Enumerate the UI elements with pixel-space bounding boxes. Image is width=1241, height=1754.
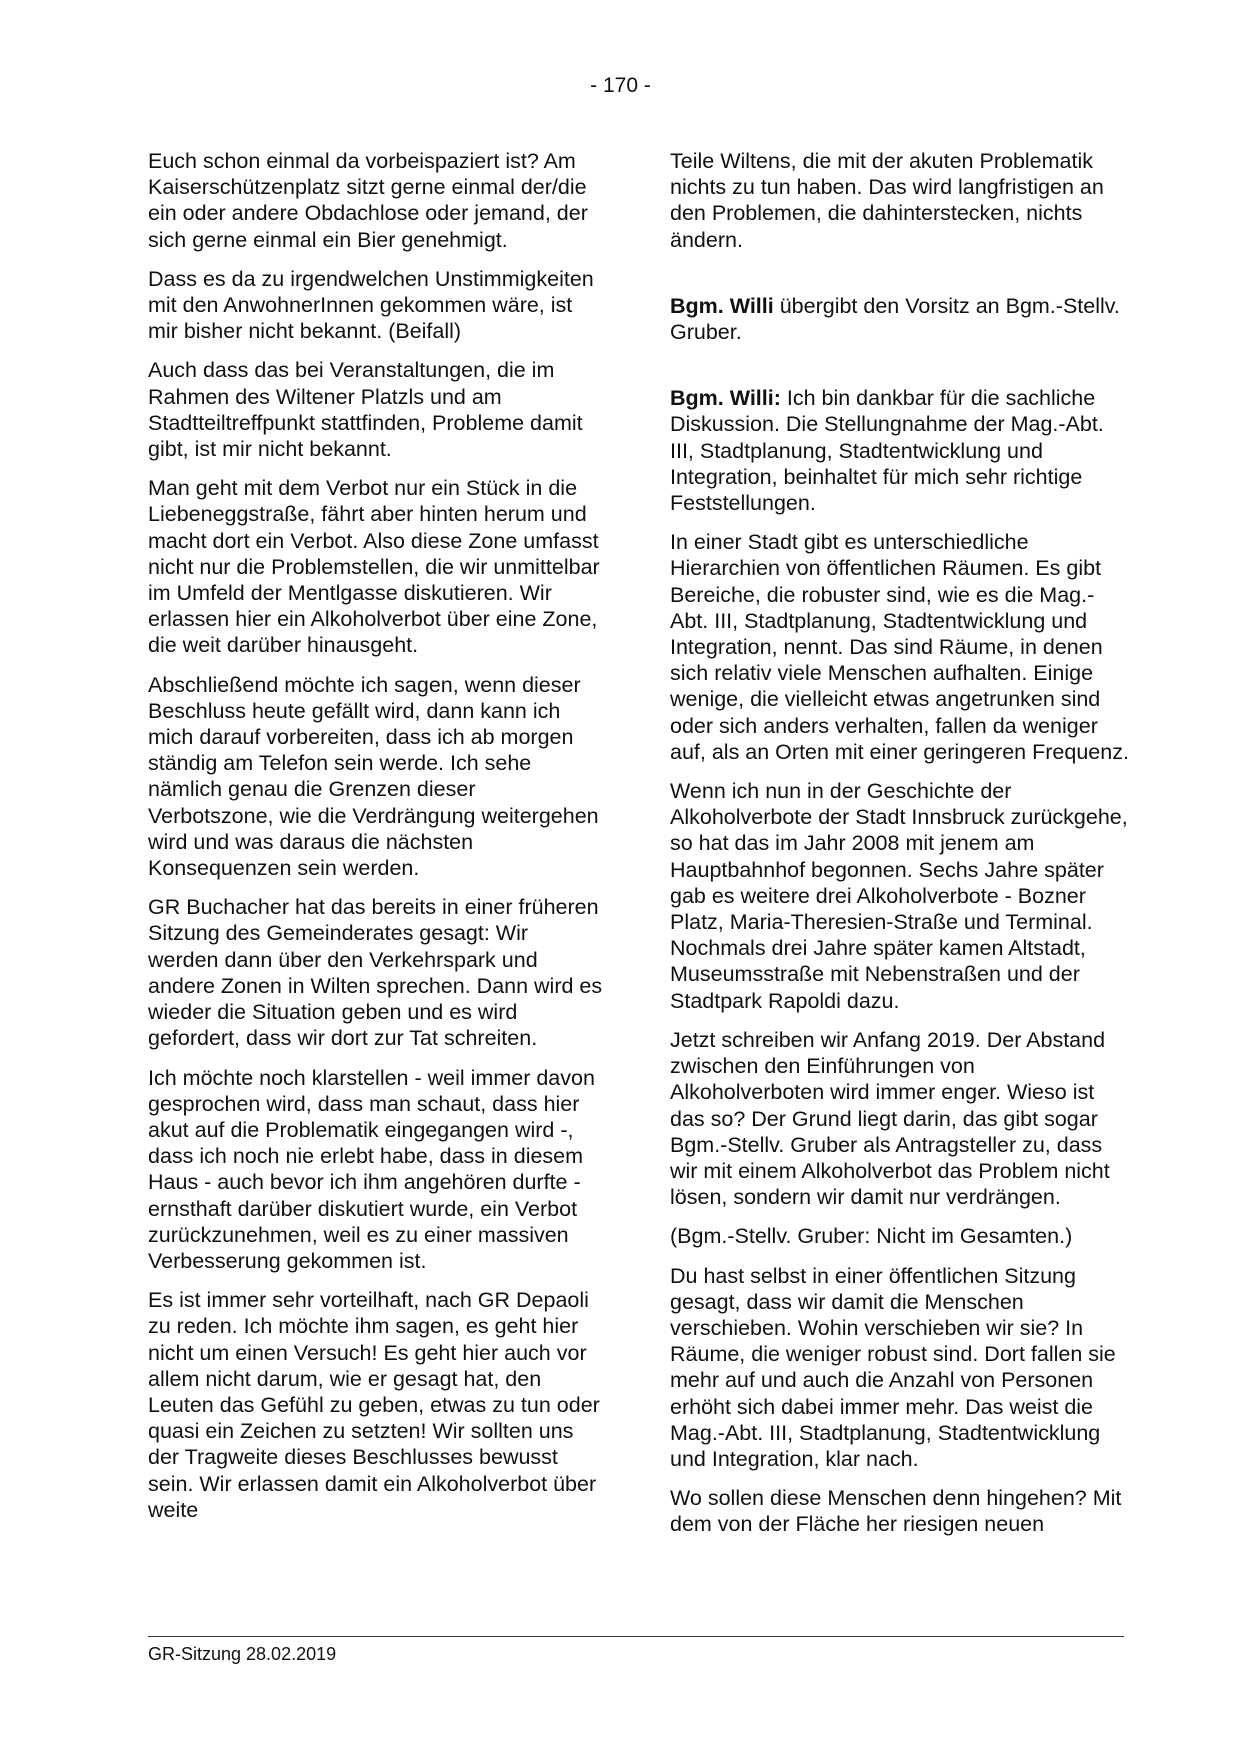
paragraph: Wenn ich nun in der Geschichte der Alkoholverbote der Stadt Innsbruck zurückgehe, so hat das im Jahr 2008 mit jenem am Hauptbahnhof begonnen. Sechs Jahre später gab es weitere drei Alkoholverbote - Bozner Platz, Maria-Theresien-Straße und Terminal. Nochmals drei Jahre später kamen Altstadt, Museumsstraße mit Nebenstraßen und der Stadtpark Rapoldi dazu. [670,779,1128,1013]
paragraph: Jetzt schreiben wir Anfang 2019. Der Abstand zwischen den Einführungen von Alkoholverboten wird immer enger. Wieso ist das so? Der Grund liegt darin, das gibt sogar Bgm.-Stellv. Gruber als Antragsteller zu, dass wir mit einem Alkoholverbot das Problem nicht lösen, sondern wir damit nur verdrängen. [670,1027,1110,1210]
paragraph: Du hast selbst in einer öffentlichen Sitzung gesagt, dass wir damit die Menschen verschieben. Wohin verschieben wir sie? In Räume, die weniger robust sind. Dort fallen sie mehr auf und auch die Anzahl von Personen erhöht sich dabei immer mehr. Das weist die Mag.-Abt. III, Stadtplanung, Stadtentwicklung und Integration, klar nach. [670,1263,1116,1471]
speaker-name: Bgm. Willi: [670,386,781,411]
paragraph: In einer Stadt gibt es unterschiedliche Hierarchien von öffentlichen Räumen. Es gibt Bereiche, die robuster sind, wie es die Mag.-Abt. III, Stadtplanung, Stadtentwicklung und Integration, nennt. Das sind Räume, in denen sich relativ viele Menschen aufhalten. Einige wenige, die vielleicht etwas angetrunken sind oder sich anders verhalten, fallen da weniger auf, als an Orten mit einer geringeren Frequenz. [670,530,1129,764]
page-number: - 170 - [590,74,651,97]
paragraph: Man geht mit dem Verbot nur ein Stück in die Liebeneggstraße, fährt aber hinten herum und macht dort ein Verbot. Also diese Zone umfasst nicht nur die Problemstellen, die wir unmittelbar im Umfeld der Mentlgasse diskutieren. Wir erlassen hier ein Alkoholverbot über eine Zone, die weit darüber hinausgeht. [148,476,600,658]
paragraph: GR Buchacher hat das bereits in einer früheren Sitzung des Gemeinderates gesagt: Wir werden dann über den Verkehrspark und andere Zonen in Wilten sprechen. Dann wird es wieder die Situation geben und es wird gefordert, dass wir dort zur Tat schreiten. [148,895,603,1051]
paragraph: Abschließend möchte ich sagen, wenn dieser Beschluss heute gefällt wird, dann kann ich mich darauf vorbereiten, dass ich ab morgen ständig am Telefon sein werde. Ich sehe nämlich genau die Grenzen dieser Verbotszone, wie die Verdrängung weitergehen wird und was daraus die nächsten Konsequenzen sein werden. [148,672,599,881]
interjection: (Bgm.-Stellv. Gruber: Nicht im Gesamten.) [670,1224,1073,1249]
chair-handover-paragraph [670,293,1132,345]
footer-divider [148,1636,1124,1637]
left-column [148,148,603,1536]
footer-session-date: GR-Sitzung 28.02.2019 [148,1644,337,1664]
speech-paragraph [670,385,1132,516]
right-column [670,148,1132,1551]
paragraph: Dass es da zu irgendwelchen Unstimmigkeiten mit den AnwohnerInnen gekommen wäre, ist mir bisher nicht bekannt. (Beifall) [148,266,594,344]
speaker-name: Bgm. Willi [670,293,774,318]
paragraph: Es ist immer sehr vorteilhaft, nach GR Depaoli zu reden. Ich möchte ihm sagen, es geht hier nicht um einen Versuch! Es geht hier auch vor allem nicht darum, wie er gesagt hat, den Leuten das Gefühl zu geben, etwas zu tun oder quasi ein Zeichen zu setzten! Wir sollten uns der Tragweite dieses Beschlusses bewusst sein. Wir erlassen damit ein Alkoholverbot über weite [148,1288,600,1522]
paragraph: Euch schon einmal da vorbeispaziert ist? Am Kaiserschützenplatz sitzt gerne einmal der/die ein oder andere Obdachlose oder jemand, der sich gerne einmal ein Bier genehmigt. [148,149,588,252]
paragraph: Ich möchte noch klarstellen - weil immer davon gesprochen wird, dass man schaut, dass hier akut auf die Problematik eingegangen wird -, dass ich noch nie erlebt habe, dass in diesem Haus - auch bevor ich ihm angehören durfte - ernsthaft darüber diskutiert wurde, ein Verbot zurückzunehmen, weil es zu einer massiven Verbesserung gekommen ist. [148,1065,595,1273]
paragraph: Auch dass das bei Veranstaltungen, die im Rahmen des Wiltener Platzls und am Stadtteiltreffpunkt stattfinden, Probleme damit gibt, ist mir nicht bekannt. [148,358,583,462]
paragraph: Wo sollen diese Menschen denn hingehen? Mit dem von der Fläche her riesigen neuen [670,1486,1122,1537]
paragraph: Teile Wiltens, die mit der akuten Problematik nichts zu tun haben. Das wird langfristigen an den Problemen, die dahinterstecken, nichts ändern. [670,149,1104,252]
paragraph-text: übergibt den Vorsitz an Bgm.-Stellv. Gruber. [670,293,1120,345]
paragraph-text: Ich bin dankbar für die sachliche Diskussion. Die Stellungnahme der Mag.-Abt. III, Stadtplanung, Stadtentwicklung und Integration, beinhaltet für mich sehr richtige Feststellungen. [670,386,1104,516]
